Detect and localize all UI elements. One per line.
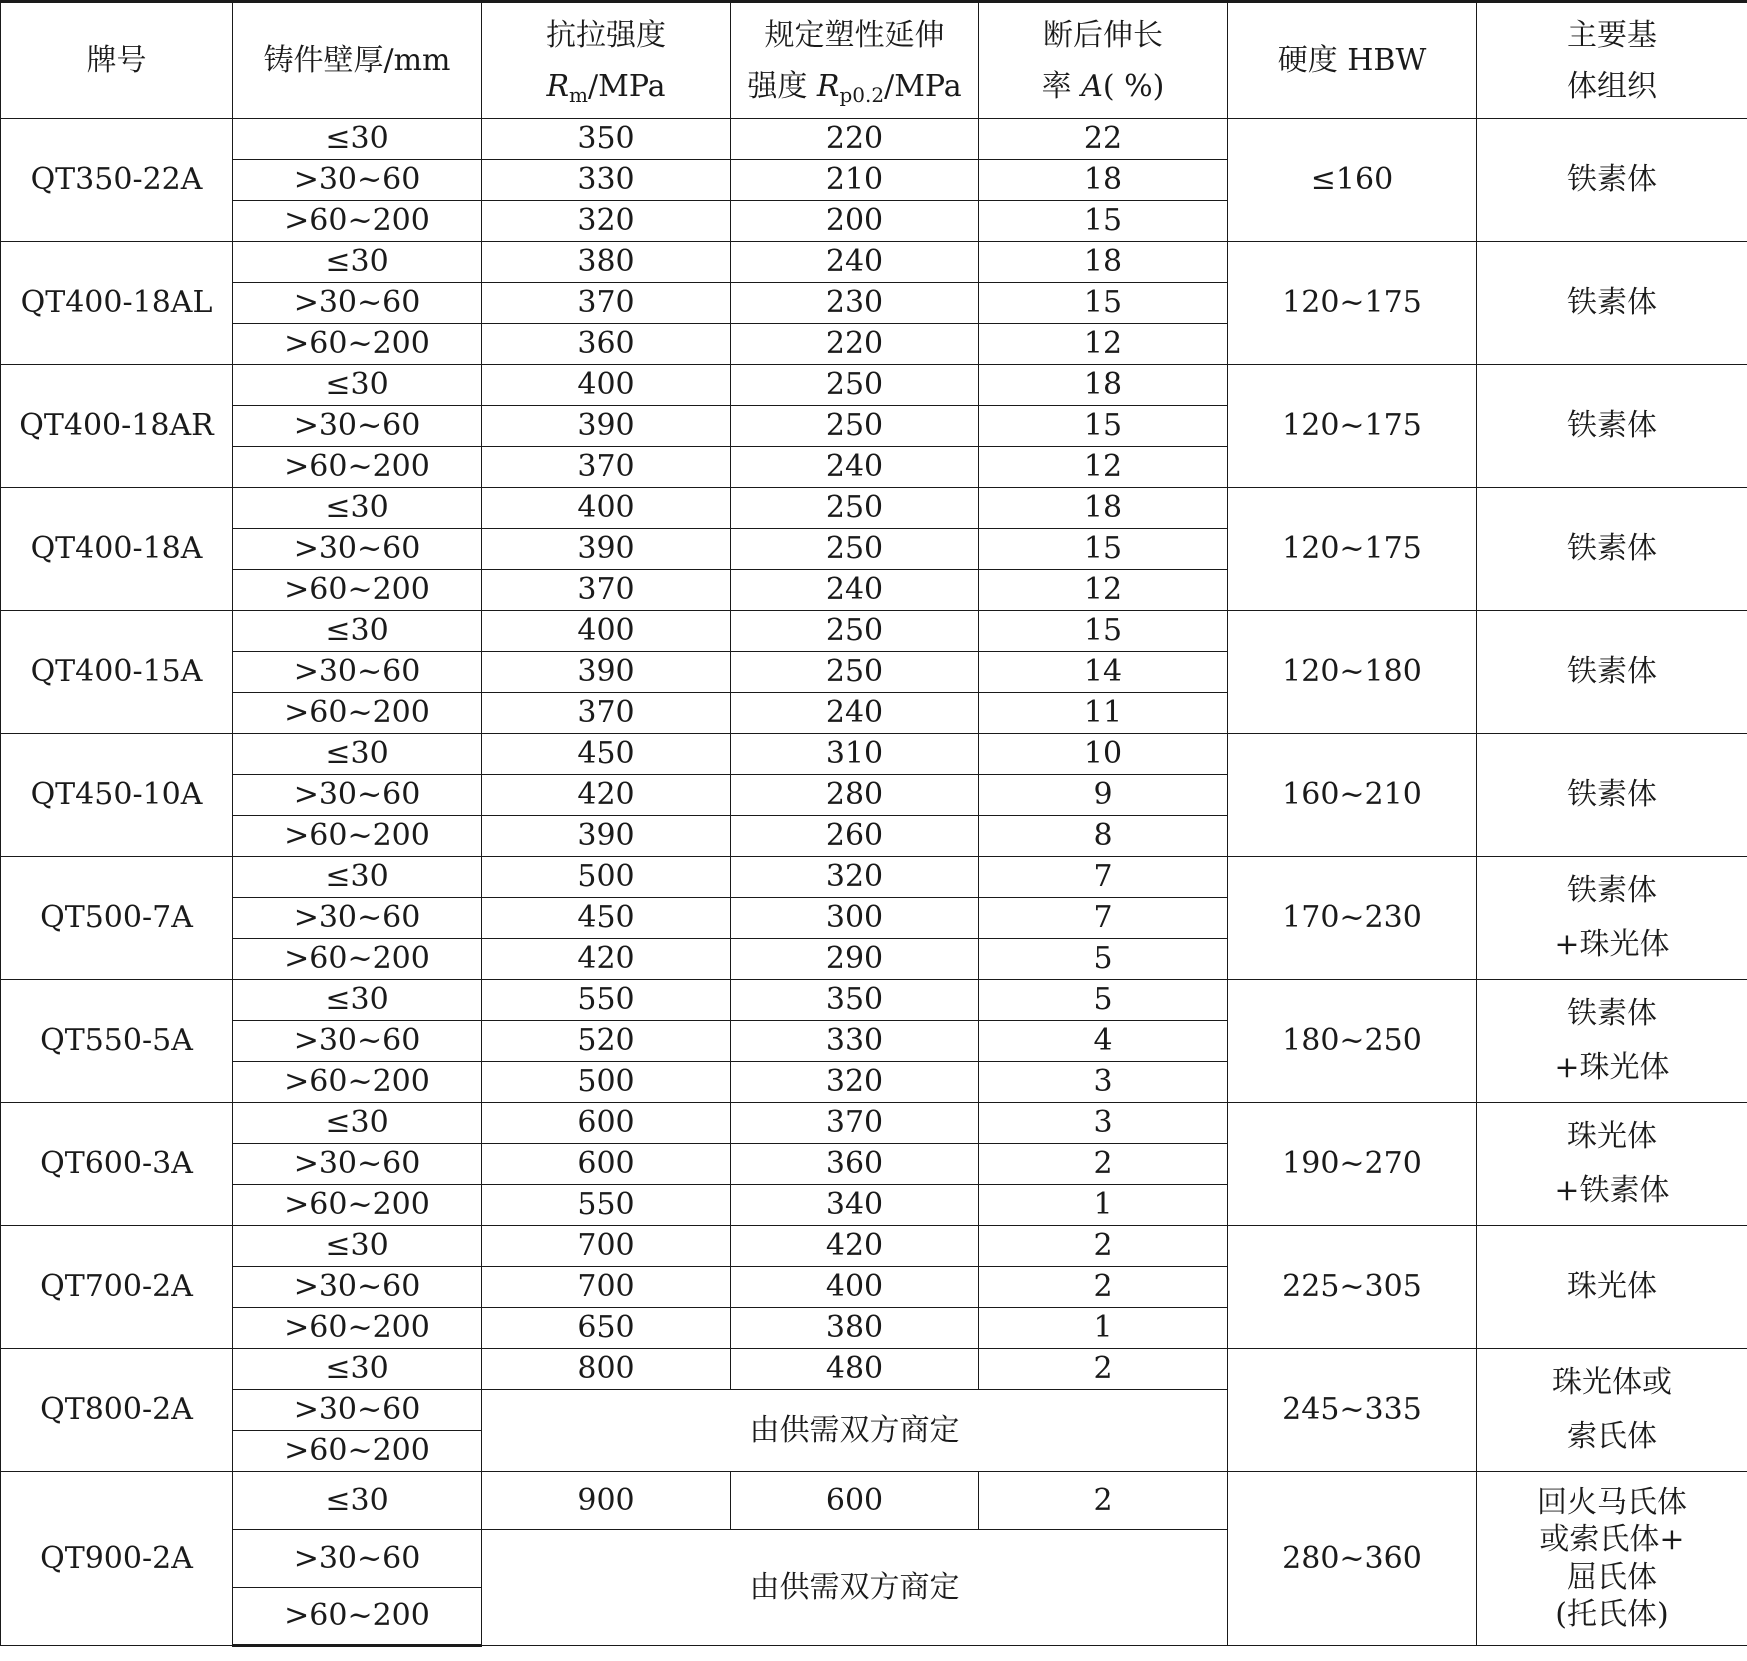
thickness-cell: ≤30 bbox=[233, 488, 482, 529]
matrix-line: 珠光体 bbox=[1567, 1269, 1657, 1304]
elongation-cell: 2 bbox=[979, 1144, 1228, 1185]
matrix-line: 铁素体 bbox=[1567, 531, 1657, 566]
thickness-cell: >60~200 bbox=[233, 1431, 482, 1472]
thickness-cell: ≤30 bbox=[233, 734, 482, 775]
elongation-cell: 15 bbox=[979, 283, 1228, 324]
grade-cell: QT400-18AR bbox=[1, 365, 233, 488]
tensile-cell: 500 bbox=[482, 1062, 731, 1103]
elongation-cell: 2 bbox=[979, 1349, 1228, 1390]
matrix-line: 铁素体 bbox=[1567, 873, 1657, 908]
tensile-cell: 700 bbox=[482, 1226, 731, 1267]
grade-cell: QT450-10A bbox=[1, 734, 233, 857]
yield-cell: 340 bbox=[731, 1185, 979, 1226]
matrix-cell bbox=[1477, 242, 1747, 365]
yield-cell: 240 bbox=[731, 447, 979, 488]
yield-cell: 250 bbox=[731, 488, 979, 529]
elongation-cell: 12 bbox=[979, 324, 1228, 365]
negotiated-cell: 由供需双方商定 bbox=[482, 1530, 1228, 1646]
elongation-cell: 12 bbox=[979, 447, 1228, 488]
header-grade: 牌号 bbox=[1, 2, 233, 119]
hardness-cell: 120~180 bbox=[1228, 611, 1477, 734]
yield-cell: 200 bbox=[731, 201, 979, 242]
thickness-cell: >30~60 bbox=[233, 1021, 482, 1062]
matrix-line: +珠光体 bbox=[1554, 927, 1670, 962]
matrix-cell bbox=[1477, 1226, 1747, 1349]
table-row bbox=[1, 980, 1747, 1021]
tensile-cell: 370 bbox=[482, 693, 731, 734]
grade-cell: QT400-18AL bbox=[1, 242, 233, 365]
hardness-cell: 225~305 bbox=[1228, 1226, 1477, 1349]
thickness-cell: ≤30 bbox=[233, 1349, 482, 1390]
matrix-cell bbox=[1477, 365, 1747, 488]
grade-cell: QT500-7A bbox=[1, 857, 233, 980]
tensile-cell: 450 bbox=[482, 898, 731, 939]
table-row bbox=[1, 857, 1747, 898]
grade-cell: QT400-15A bbox=[1, 611, 233, 734]
yield-cell: 360 bbox=[731, 1144, 979, 1185]
yield-cell: 310 bbox=[731, 734, 979, 775]
elongation-cell: 15 bbox=[979, 406, 1228, 447]
elongation-cell: 8 bbox=[979, 816, 1228, 857]
elongation-cell: 14 bbox=[979, 652, 1228, 693]
thickness-cell: >30~60 bbox=[233, 1390, 482, 1431]
yield-cell: 320 bbox=[731, 1062, 979, 1103]
thickness-cell: ≤30 bbox=[233, 611, 482, 652]
matrix-line: 铁素体 bbox=[1567, 408, 1657, 443]
tensile-cell: 900 bbox=[482, 1472, 731, 1530]
header-hardness: 硬度 HBW bbox=[1228, 2, 1477, 119]
elongation-cell: 11 bbox=[979, 693, 1228, 734]
header-matrix: 主要基 体组织 bbox=[1477, 2, 1747, 119]
tensile-cell: 600 bbox=[482, 1144, 731, 1185]
thickness-cell: >60~200 bbox=[233, 939, 482, 980]
tensile-cell: 550 bbox=[482, 980, 731, 1021]
yield-cell: 330 bbox=[731, 1021, 979, 1062]
table-row bbox=[1, 488, 1747, 529]
table-row bbox=[1, 119, 1747, 160]
elongation-cell: 7 bbox=[979, 898, 1228, 939]
yield-cell: 250 bbox=[731, 652, 979, 693]
tensile-cell: 390 bbox=[482, 529, 731, 570]
yield-cell: 240 bbox=[731, 242, 979, 283]
matrix-line: 铁素体 bbox=[1567, 162, 1657, 197]
thickness-cell: >60~200 bbox=[233, 1588, 482, 1646]
tensile-cell: 380 bbox=[482, 242, 731, 283]
elongation-cell: 15 bbox=[979, 201, 1228, 242]
tensile-cell: 450 bbox=[482, 734, 731, 775]
hardness-cell: 120~175 bbox=[1228, 365, 1477, 488]
tensile-cell: 390 bbox=[482, 406, 731, 447]
tensile-cell: 360 bbox=[482, 324, 731, 365]
thickness-cell: >30~60 bbox=[233, 160, 482, 201]
tensile-cell: 400 bbox=[482, 365, 731, 406]
thickness-cell: >60~200 bbox=[233, 1308, 482, 1349]
tensile-cell: 700 bbox=[482, 1267, 731, 1308]
yield-cell: 250 bbox=[731, 406, 979, 447]
thickness-cell: >60~200 bbox=[233, 201, 482, 242]
elongation-cell: 5 bbox=[979, 939, 1228, 980]
tensile-cell: 330 bbox=[482, 160, 731, 201]
thickness-cell: ≤30 bbox=[233, 365, 482, 406]
grade-cell: QT350-22A bbox=[1, 119, 233, 242]
thickness-cell: ≤30 bbox=[233, 242, 482, 283]
yield-cell: 250 bbox=[731, 611, 979, 652]
table-row bbox=[1, 1226, 1747, 1267]
yield-cell: 370 bbox=[731, 1103, 979, 1144]
thickness-cell: >60~200 bbox=[233, 324, 482, 365]
thickness-cell: >30~60 bbox=[233, 775, 482, 816]
tensile-cell: 420 bbox=[482, 775, 731, 816]
matrix-cell: 珠光体或 索氏体 bbox=[1477, 1349, 1747, 1472]
matrix-line: +铁素体 bbox=[1554, 1173, 1670, 1208]
thickness-cell: >60~200 bbox=[233, 570, 482, 611]
matrix-line: 铁素体 bbox=[1567, 996, 1657, 1031]
thickness-cell: >60~200 bbox=[233, 1062, 482, 1103]
thickness-cell: >30~60 bbox=[233, 652, 482, 693]
tensile-cell: 370 bbox=[482, 570, 731, 611]
tensile-cell: 500 bbox=[482, 857, 731, 898]
header-elongation: 断后伸长 率 A( %) bbox=[979, 2, 1228, 119]
hardness-cell: 120~175 bbox=[1228, 488, 1477, 611]
tensile-cell: 390 bbox=[482, 816, 731, 857]
thickness-cell: >30~60 bbox=[233, 283, 482, 324]
yield-cell: 250 bbox=[731, 529, 979, 570]
yield-cell: 300 bbox=[731, 898, 979, 939]
hardness-cell: 280~360 bbox=[1228, 1472, 1477, 1646]
hardness-cell: 170~230 bbox=[1228, 857, 1477, 980]
grade-cell: QT700-2A bbox=[1, 1226, 233, 1349]
table-row bbox=[1, 1472, 1747, 1530]
grade-cell: QT550-5A bbox=[1, 980, 233, 1103]
negotiated-cell: 由供需双方商定 bbox=[482, 1390, 1228, 1472]
matrix-line: 铁素体 bbox=[1567, 654, 1657, 689]
yield-cell: 600 bbox=[731, 1472, 979, 1530]
thickness-cell: >60~200 bbox=[233, 1185, 482, 1226]
thickness-cell: >30~60 bbox=[233, 529, 482, 570]
elongation-cell: 2 bbox=[979, 1472, 1228, 1530]
table-row bbox=[1, 1103, 1747, 1144]
elongation-cell: 18 bbox=[979, 365, 1228, 406]
elongation-cell: 2 bbox=[979, 1267, 1228, 1308]
yield-cell: 210 bbox=[731, 160, 979, 201]
yield-cell: 260 bbox=[731, 816, 979, 857]
tensile-cell: 520 bbox=[482, 1021, 731, 1062]
matrix-line: 珠光体 bbox=[1567, 1119, 1657, 1154]
hardness-cell: ≤160 bbox=[1228, 119, 1477, 242]
thickness-cell: >30~60 bbox=[233, 1530, 482, 1588]
yield-cell: 320 bbox=[731, 857, 979, 898]
tensile-cell: 420 bbox=[482, 939, 731, 980]
table-row bbox=[1, 242, 1747, 283]
yield-cell: 240 bbox=[731, 570, 979, 611]
elongation-cell: 18 bbox=[979, 160, 1228, 201]
thickness-cell: >30~60 bbox=[233, 406, 482, 447]
table-row bbox=[1, 734, 1747, 775]
elongation-cell: 18 bbox=[979, 242, 1228, 283]
hardness-cell: 120~175 bbox=[1228, 242, 1477, 365]
elongation-cell: 12 bbox=[979, 570, 1228, 611]
thickness-cell: >30~60 bbox=[233, 898, 482, 939]
yield-cell: 220 bbox=[731, 119, 979, 160]
yield-cell: 240 bbox=[731, 693, 979, 734]
yield-cell: 290 bbox=[731, 939, 979, 980]
tensile-cell: 800 bbox=[482, 1349, 731, 1390]
header-tensile: 抗拉强度 $R_m$/MPa bbox=[482, 2, 731, 119]
matrix-line: 铁素体 bbox=[1567, 285, 1657, 320]
elongation-cell: 15 bbox=[979, 611, 1228, 652]
hardness-cell: 190~270 bbox=[1228, 1103, 1477, 1226]
elongation-cell: 1 bbox=[979, 1308, 1228, 1349]
yield-cell: 400 bbox=[731, 1267, 979, 1308]
hardness-cell: 180~250 bbox=[1228, 980, 1477, 1103]
thickness-cell: ≤30 bbox=[233, 1226, 482, 1267]
thickness-cell: >60~200 bbox=[233, 447, 482, 488]
matrix-cell bbox=[1477, 119, 1747, 242]
elongation-cell: 3 bbox=[979, 1103, 1228, 1144]
yield-cell: 480 bbox=[731, 1349, 979, 1390]
matrix-cell bbox=[1477, 611, 1747, 734]
grade-cell: QT400-18A bbox=[1, 488, 233, 611]
elongation-cell: 18 bbox=[979, 488, 1228, 529]
thickness-cell: ≤30 bbox=[233, 857, 482, 898]
matrix-cell: 回火马氏体 或索氏体+ 屈氏体 (托氏体) bbox=[1477, 1472, 1747, 1646]
tensile-cell: 390 bbox=[482, 652, 731, 693]
elongation-cell: 7 bbox=[979, 857, 1228, 898]
header-yield: 规定塑性延伸 强度 $R_{p0.2}$/MPa bbox=[731, 2, 979, 119]
elongation-cell: 15 bbox=[979, 529, 1228, 570]
yield-cell: 280 bbox=[731, 775, 979, 816]
matrix-cell bbox=[1477, 980, 1747, 1103]
grade-cell: QT800-2A bbox=[1, 1349, 233, 1472]
thickness-cell: >30~60 bbox=[233, 1267, 482, 1308]
elongation-cell: 5 bbox=[979, 980, 1228, 1021]
yield-cell: 380 bbox=[731, 1308, 979, 1349]
yield-cell: 420 bbox=[731, 1226, 979, 1267]
tensile-cell: 350 bbox=[482, 119, 731, 160]
matrix-line: 铁素体 bbox=[1567, 777, 1657, 812]
hardness-cell: 245~335 bbox=[1228, 1349, 1477, 1472]
matrix-cell bbox=[1477, 488, 1747, 611]
thickness-cell: ≤30 bbox=[233, 1103, 482, 1144]
matrix-cell bbox=[1477, 1103, 1747, 1226]
thickness-cell: ≤30 bbox=[233, 1472, 482, 1530]
matrix-line: +珠光体 bbox=[1554, 1050, 1670, 1085]
elongation-cell: 1 bbox=[979, 1185, 1228, 1226]
table-row bbox=[1, 365, 1747, 406]
tensile-cell: 600 bbox=[482, 1103, 731, 1144]
header-thickness: 铸件壁厚/mm bbox=[233, 2, 482, 119]
table-row bbox=[1, 1349, 1747, 1390]
tensile-cell: 550 bbox=[482, 1185, 731, 1226]
header-row bbox=[1, 2, 1747, 119]
thickness-cell: ≤30 bbox=[233, 980, 482, 1021]
elongation-cell: 4 bbox=[979, 1021, 1228, 1062]
elongation-cell: 9 bbox=[979, 775, 1228, 816]
elongation-cell: 3 bbox=[979, 1062, 1228, 1103]
hardness-cell: 160~210 bbox=[1228, 734, 1477, 857]
thickness-cell: ≤30 bbox=[233, 119, 482, 160]
table-row bbox=[1, 611, 1747, 652]
tensile-cell: 370 bbox=[482, 447, 731, 488]
matrix-cell bbox=[1477, 857, 1747, 980]
tensile-cell: 370 bbox=[482, 283, 731, 324]
tensile-cell: 320 bbox=[482, 201, 731, 242]
thickness-cell: >30~60 bbox=[233, 1144, 482, 1185]
grade-cell: QT600-3A bbox=[1, 1103, 233, 1226]
thickness-cell: >60~200 bbox=[233, 693, 482, 734]
elongation-cell: 22 bbox=[979, 119, 1228, 160]
elongation-cell: 2 bbox=[979, 1226, 1228, 1267]
yield-cell: 250 bbox=[731, 365, 979, 406]
thickness-cell: >60~200 bbox=[233, 816, 482, 857]
yield-cell: 220 bbox=[731, 324, 979, 365]
matrix-cell bbox=[1477, 734, 1747, 857]
tensile-cell: 400 bbox=[482, 611, 731, 652]
grade-cell: QT900-2A bbox=[1, 1472, 233, 1646]
elongation-cell: 10 bbox=[979, 734, 1228, 775]
tensile-cell: 400 bbox=[482, 488, 731, 529]
tensile-cell: 650 bbox=[482, 1308, 731, 1349]
yield-cell: 350 bbox=[731, 980, 979, 1021]
yield-cell: 230 bbox=[731, 283, 979, 324]
